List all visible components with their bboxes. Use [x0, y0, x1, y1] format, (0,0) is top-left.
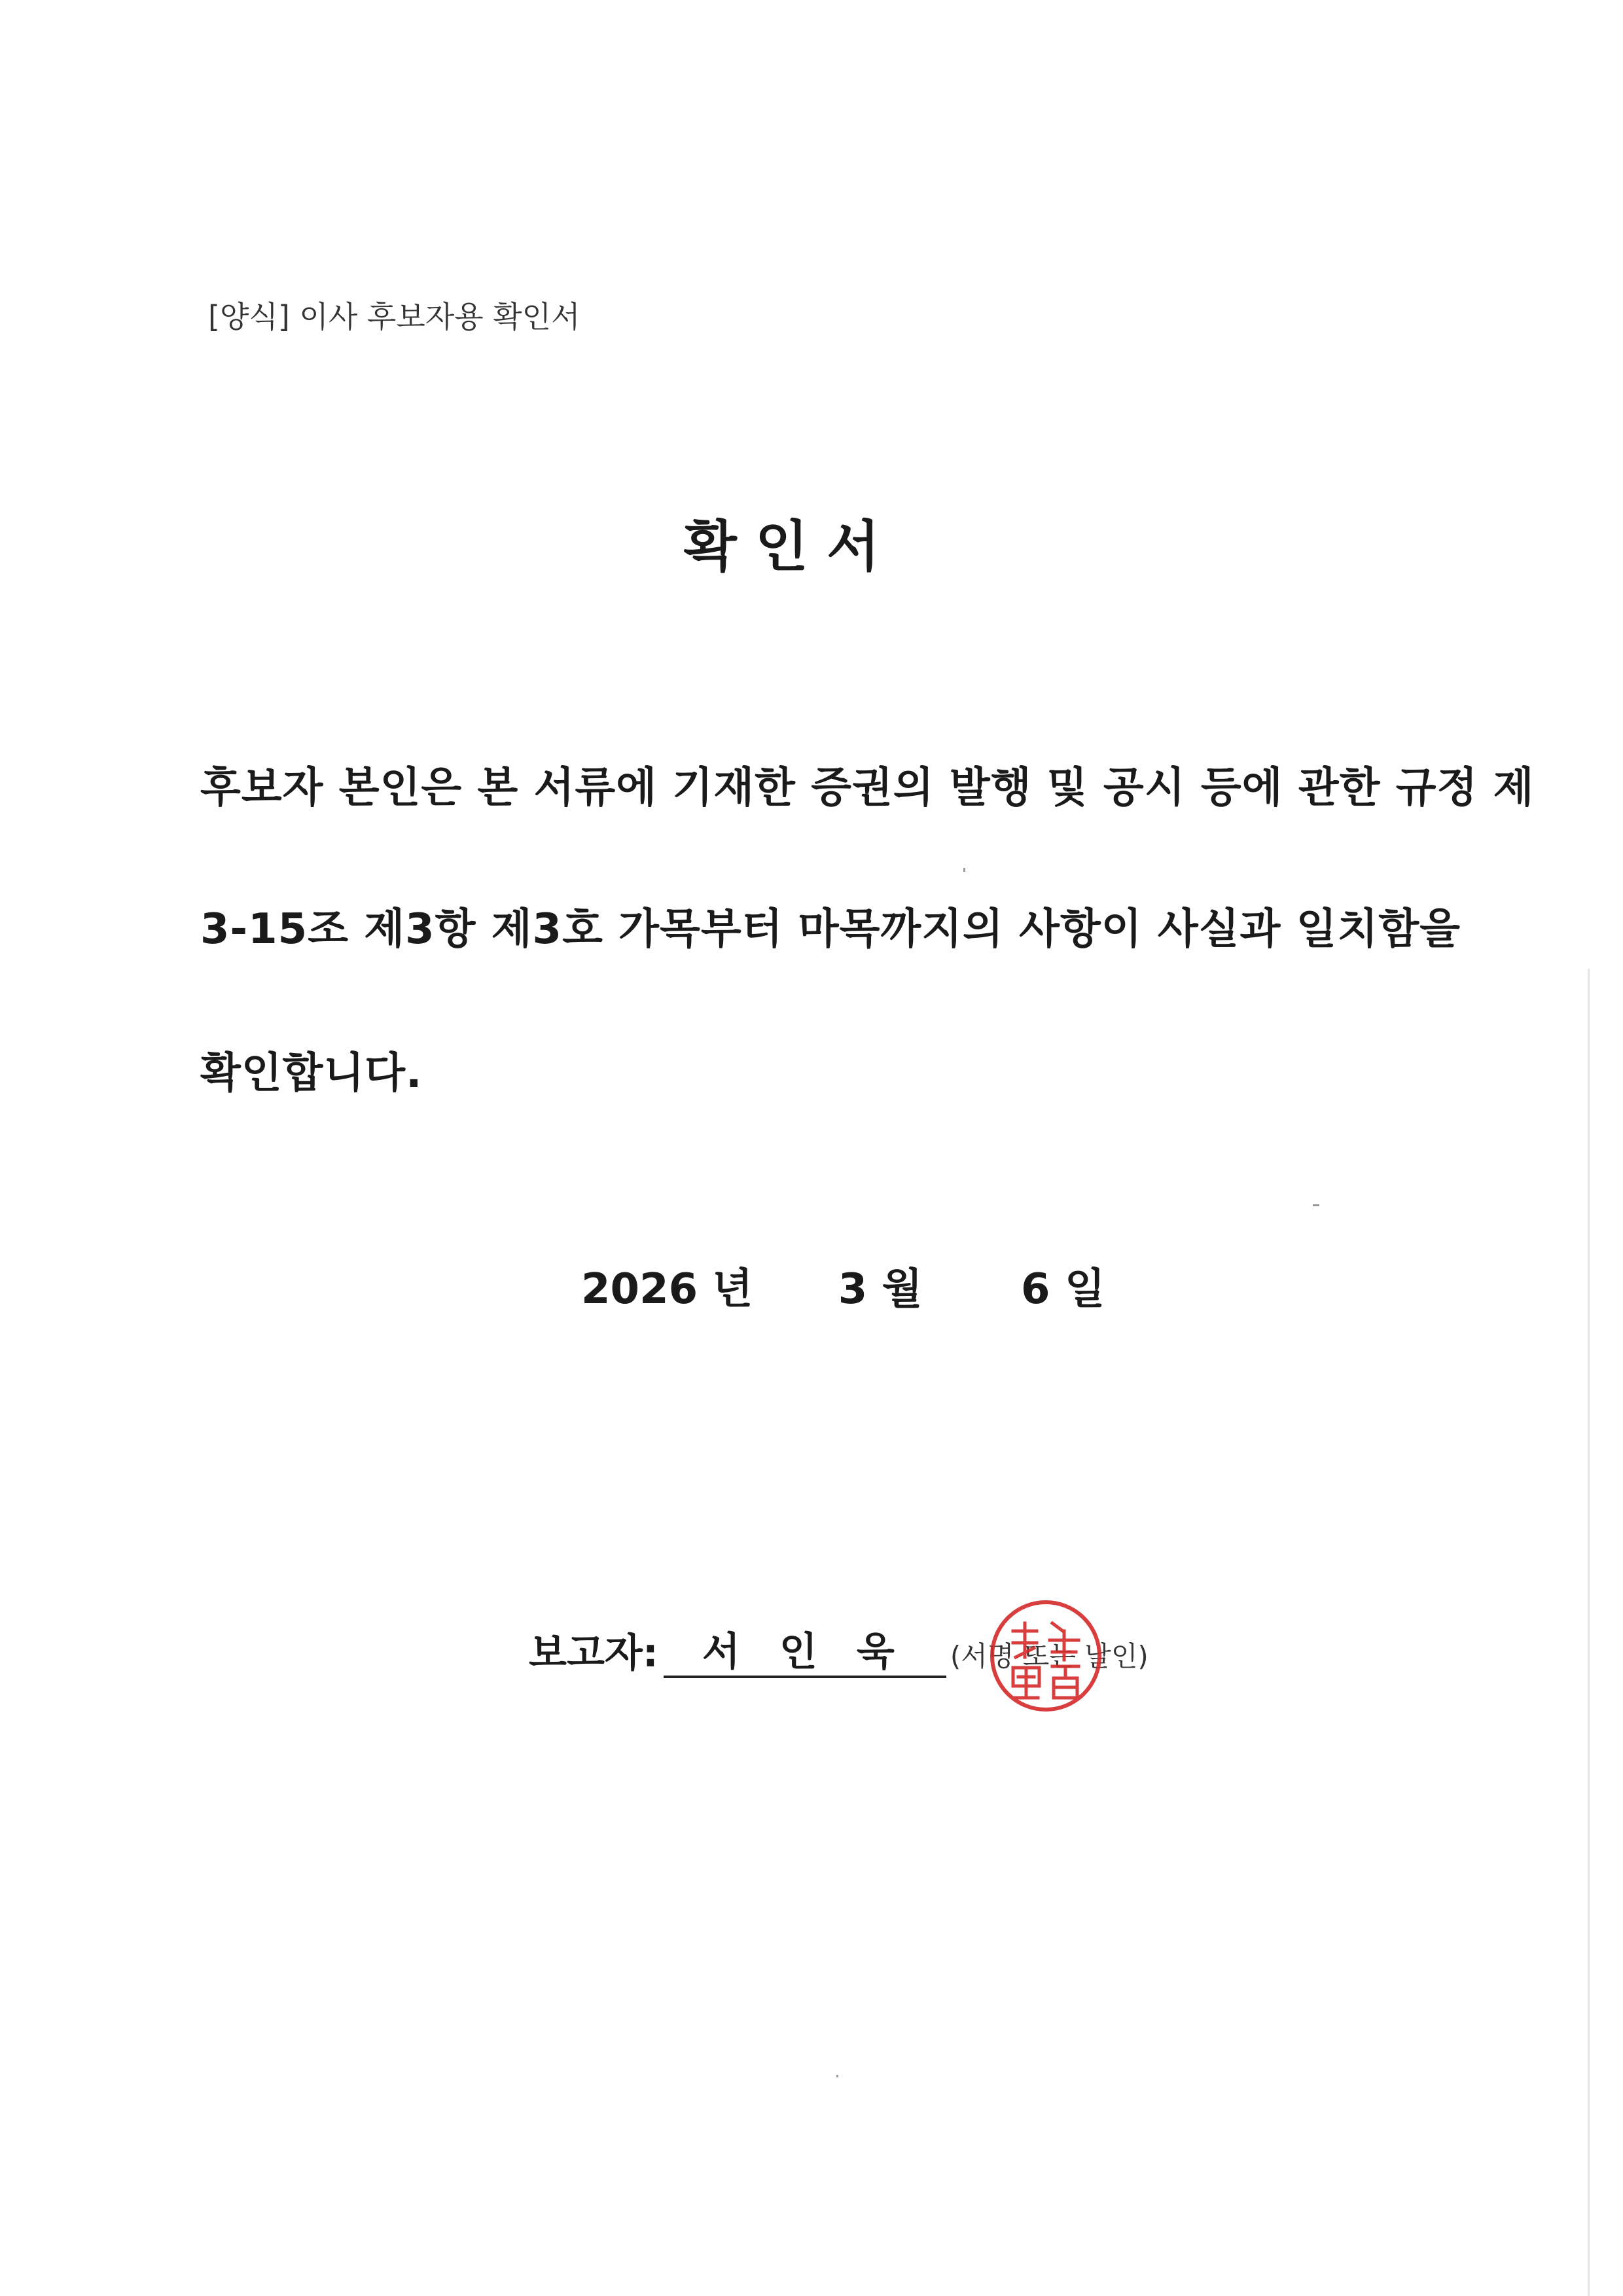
date-month: 3 — [838, 1265, 868, 1314]
document-title: 확인서 — [683, 514, 899, 579]
body-line-1: 후보자 본인은 본 서류에 기재한 증권의 발행 및 공시 등에 관한 규정 제 — [200, 764, 1535, 812]
seal-glyph-2 — [1050, 1623, 1079, 1660]
body-line-2: 3-15조 제3항 제3호 가목부터 마목까지의 사항이 사실과 일치함을 — [200, 905, 1461, 954]
scan-speck — [963, 868, 965, 872]
date-year-unit: 년 — [712, 1265, 753, 1314]
date-day-unit: 일 — [1064, 1265, 1105, 1314]
date-month-unit: 월 — [882, 1265, 923, 1314]
seal-glyph-3 — [1013, 1668, 1039, 1698]
form-label: [양식] 이사 후보자용 확인서 — [208, 299, 580, 334]
seal-glyph-4 — [1052, 1666, 1079, 1698]
document-date — [581, 1255, 1105, 1316]
seal-stamp — [987, 1597, 1105, 1715]
reporter-label: 보고자: — [529, 1630, 658, 1676]
scan-speck — [836, 2075, 838, 2077]
seal-outer-ring — [992, 1602, 1099, 1710]
date-year: 2026 — [581, 1265, 698, 1314]
date-day: 6 — [1021, 1265, 1050, 1314]
seal-glyph-1 — [1013, 1623, 1037, 1657]
scan-speck — [1313, 1204, 1319, 1206]
reporter-name: 서인욱 — [664, 1628, 946, 1678]
signature-note: (서명 또는 날인) — [950, 1640, 1149, 1672]
body-line-3: 확인합니다. — [200, 1049, 423, 1098]
scan-edge-line — [1588, 969, 1590, 2296]
